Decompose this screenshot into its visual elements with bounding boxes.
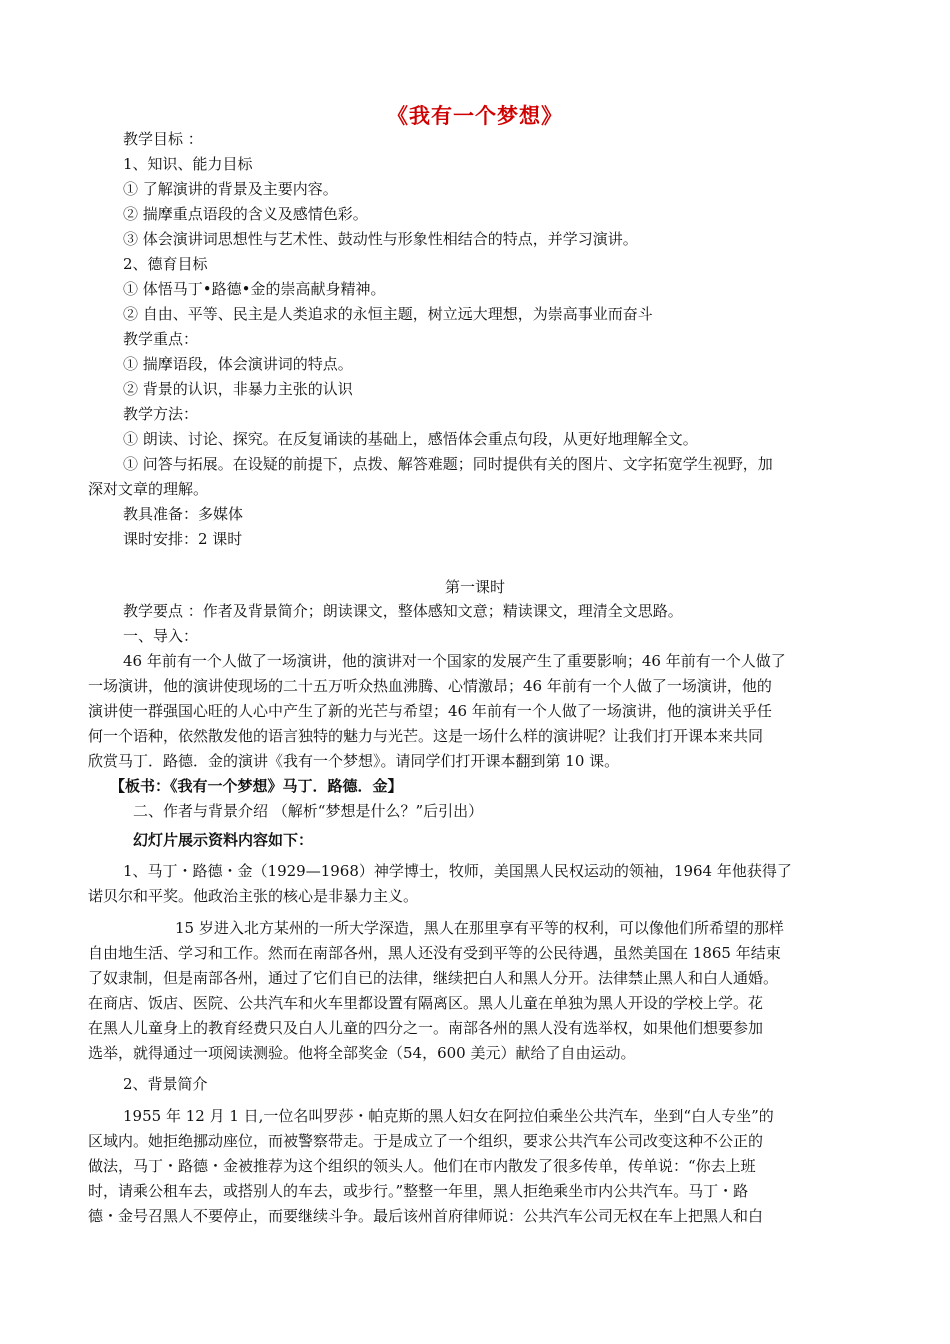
focus-heading: 教学重点： bbox=[123, 330, 199, 348]
goal1-item: ③ 体会演讲词思想性与艺术性、鼓动性与形象性相结合的特点，并学习演讲。 bbox=[123, 230, 638, 248]
background-line: 做法，马丁・路德・金被推荐为这个组织的领头人。他们在市内散发了很多传单，传单说：“你去上班 bbox=[88, 1157, 756, 1175]
background-line: 区域内。她拒绝挪动座位，而被警察带走。于是成立了一个组织，要求公共汽车公司改变这种不公正的 bbox=[88, 1132, 764, 1150]
focus-item: ① 揣摩语段，体会演讲词的特点。 bbox=[123, 355, 353, 373]
schedule-line: 课时安排：2 课时 bbox=[123, 530, 243, 548]
goal1-heading: 1、知识、能力目标 bbox=[123, 155, 253, 173]
method-heading: 教学方法： bbox=[123, 405, 199, 423]
bio-line: 了奴隶制，但是南部各州，通过了它们自已的法律，继续把白人和黑人分开。法律禁止黑人和白人通婚。 bbox=[88, 969, 779, 987]
lesson-title: 第一课时 bbox=[444, 578, 505, 596]
background-line: 时，请乘公租车去，或搭别人的车去，或步行。”整整一年里，黑人拒绝乘坐市内公共汽车。马丁・路 bbox=[88, 1182, 749, 1200]
intro-line: 一场演讲，他的演讲使现场的二十五万听众热血沸腾、心情激昂；46 年前有一个人做了一场演讲，他的 bbox=[88, 677, 772, 695]
bio-line: 15 岁进入北方某州的一所大学深造，黑人在那里享有平等的权利，可以像他们所希望的那样 bbox=[175, 919, 784, 937]
goal1-item: ② 揣摩重点语段的含义及感情色彩。 bbox=[123, 205, 368, 223]
goals-heading: 教学目标 ： bbox=[123, 130, 203, 148]
bio-line: 自由地生活、学习和工作。然而在南部各州，黑人还没有受到平等的公民待遇，虽然美国在 1865 年结束 bbox=[88, 944, 781, 962]
intro-heading: 一、导入： bbox=[123, 627, 199, 645]
method-item: ① 问答与拓展。在设疑的前提下，点拨、解答难题；同时提供有关的图片、文字拓宽学生视野，加 bbox=[123, 455, 773, 473]
board-note: 【板书：《我有一个梦想》马丁．路德．金】 bbox=[110, 777, 403, 795]
goal2-item: ② 自由、平等、民主是人类追求的永恒主题，树立远大理想，为崇高事业而奋斗 bbox=[123, 305, 653, 323]
bio-line: 在商店、饭店、医院、公共汽车和火车里都设置有隔离区。黑人儿童在单独为黑人开设的学校上学。花 bbox=[88, 994, 764, 1012]
method-item-continued: 深对文章的理解。 bbox=[88, 480, 209, 498]
background-heading: 2、背景简介 bbox=[123, 1075, 208, 1093]
method-item: ① 朗读、讨论、探究。在反复诵读的基础上，感悟体会重点句段，从更好地理解全文。 bbox=[123, 430, 698, 448]
author-line: 诺贝尔和平奖。他政治主张的核心是非暴力主义。 bbox=[88, 887, 419, 905]
slides-heading: 幻灯片展示资料内容如下： bbox=[133, 831, 314, 849]
goal2-item: ① 体悟马丁•路德•金的崇高献身精神。 bbox=[123, 280, 386, 298]
intro-line: 欣赏马丁．路德．金的演讲《我有一个梦想》。请同学们打开课本翻到第 10 课。 bbox=[88, 752, 620, 770]
bio-line: 在黑人儿童身上的教育经费只及白人儿童的四分之一。南部各州的黑人没有选举权，如果他们想要参加 bbox=[88, 1019, 764, 1037]
tools-line: 教具准备：多媒体 bbox=[123, 505, 244, 523]
goal2-heading: 2、德育目标 bbox=[123, 255, 208, 273]
background-line: 德・金号召黑人不要停止，而要继续斗争。最后该州首府律师说：公共汽车公司无权在车上把黑人和白 bbox=[88, 1207, 764, 1225]
focus-item: ② 背景的认识，非暴力主张的认识 bbox=[123, 380, 353, 398]
intro-line: 何一个语种，依然散发他的语言独特的魅力与光芒。这是一场什么样的演讲呢？让我们打开课本来共同 bbox=[88, 727, 764, 745]
author-line: 1、马丁・路德・金（1929—1968）神学博士，牧师，美国黑人民权运动的领袖，1964 年他获得了 bbox=[123, 862, 792, 880]
background-line: 1955 年 12 月 1 日,一位名叫罗莎・帕克斯的黑人妇女在阿拉伯乘坐公共汽车，坐到“白人专坐”的 bbox=[123, 1107, 774, 1125]
bio-line: 选举，就得通过一项阅读测验。他将全部奖金（54，600 美元）献给了自由运动。 bbox=[88, 1044, 636, 1062]
goal1-item: ① 了解演讲的背景及主要内容。 bbox=[123, 180, 338, 198]
intro-line: 46 年前有一个人做了一场演讲，他的演讲对一个国家的发展产生了重要影响；46 年前有一个人做了 bbox=[123, 652, 786, 670]
document-title: 《我有一个梦想》 bbox=[387, 103, 563, 128]
section2-heading: 二、作者与背景介绍 （解析“梦想是什么？”后引出） bbox=[133, 802, 484, 820]
intro-line: 演讲使一群强国心旺的人心中产生了新的光芒与希望；46 年前有一个人做了一场演讲，他的演讲关乎任 bbox=[88, 702, 772, 720]
lesson-points: 教学要点 ：作者及背景简介；朗读课文，整体感知文意；精读课文，理清全文思路。 bbox=[123, 602, 683, 620]
